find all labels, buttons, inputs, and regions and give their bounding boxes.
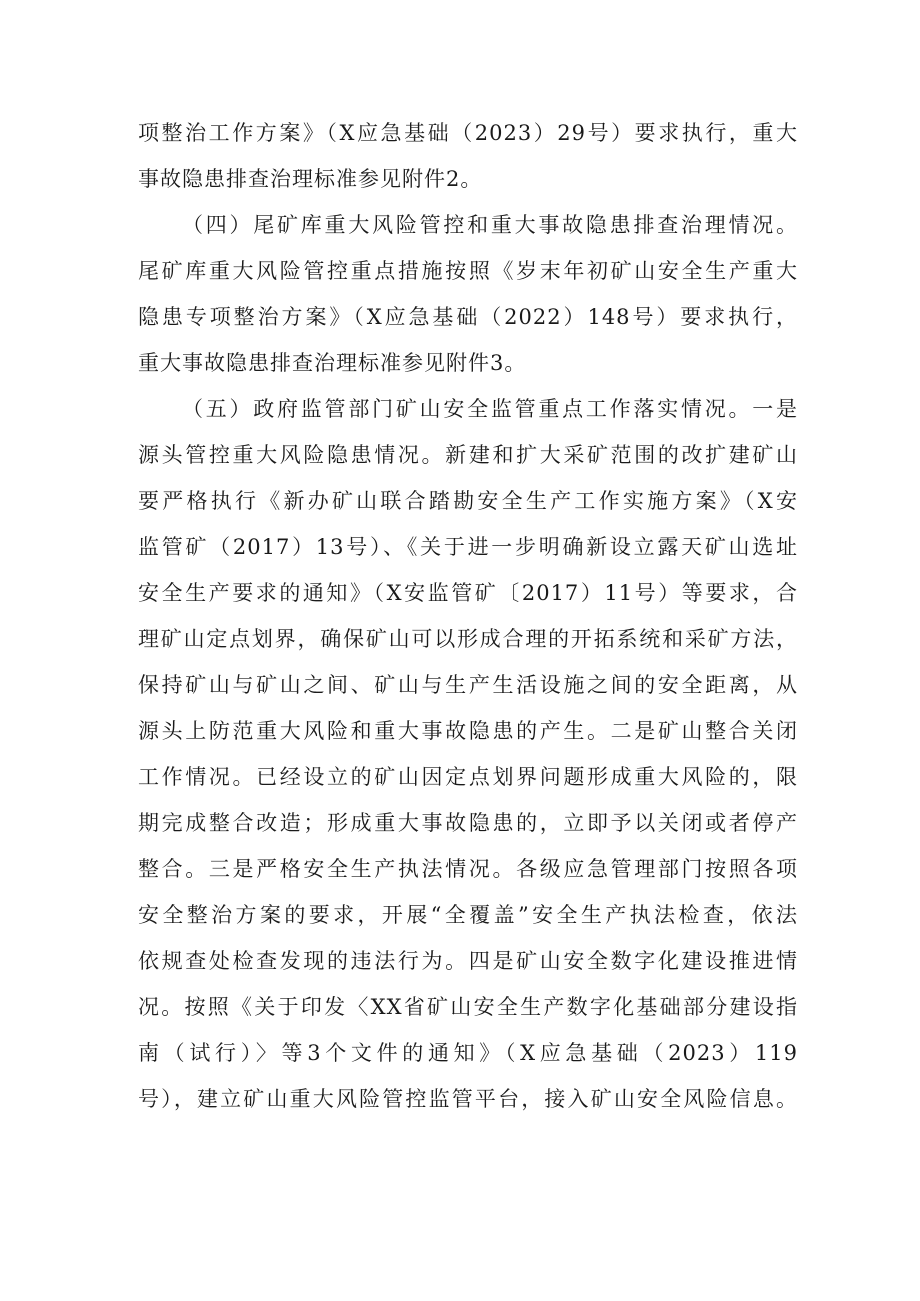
text-line: 号），建立矿山重大风险管控监管平台，接入矿山安全风险信息。: [138, 1087, 798, 1111]
text-line: 况。按照《关于印发〈XX省矿山安全生产数字化基础部分建设指: [138, 995, 798, 1019]
document-body: [138, 110, 798, 1122]
text-line: 事故隐患排查治理标准参见附件2。: [138, 167, 483, 191]
text-line: 安全整治方案的要求，开展“全覆盖”安全生产执法检查，依法: [138, 903, 798, 927]
text-line: 重大事故隐患排查治理标准参见附件3。: [138, 351, 527, 375]
text-line: 南（试行）〉等3个文件的通知》（X应急基础（2023）119: [138, 1041, 798, 1065]
text-line: 期完成整合改造；形成重大事故隐患的，立即予以关闭或者停产: [138, 811, 798, 835]
text-line: 整合。三是严格安全生产执法情况。各级应急管理部门按照各项: [138, 857, 798, 881]
text-line: 保持矿山与矿山之间、矿山与生产生活设施之间的安全距离，从: [138, 673, 798, 697]
text-line: 工作情况。已经设立的矿山因定点划界问题形成重大风险的，限: [138, 765, 798, 789]
text-line: 源头上防范重大风险和重大事故隐患的产生。二是矿山整合关闭: [138, 719, 798, 743]
text-line: 要严格执行《新办矿山联合踏勘安全生产工作实施方案》（X安: [138, 489, 798, 513]
text-line: 尾矿库重大风险管控重点措施按照《岁末年初矿山安全生产重大: [138, 259, 798, 283]
text-line: 依规查处检查发现的违法行为。四是矿山安全数字化建设推进情: [138, 949, 798, 973]
text-line: 监管矿（2017）13号）、《关于进一步明确新设立露天矿山选址: [138, 535, 798, 559]
text-line: 理矿山定点划界，确保矿山可以形成合理的开拓系统和采矿方法，: [138, 627, 798, 651]
text-line: 安全生产要求的通知》（X安监管矿〔2017）11号）等要求，合: [138, 581, 798, 605]
paragraph-heading-line: （四）尾矿库重大风险管控和重大事故隐患排查治理情况。: [182, 213, 798, 237]
text-line: 源头管控重大风险隐患情况。新建和扩大采矿范围的改扩建矿山: [138, 443, 798, 467]
paragraph-heading-line: （五）政府监管部门矿山安全监管重点工作落实情况。一是: [182, 397, 798, 421]
text-line: 隐患专项整治方案》（X应急基础（2022）148号）要求执行，: [138, 305, 798, 329]
text-line: 项整治工作方案》（X应急基础（2023）29号）要求执行，重大: [138, 121, 798, 145]
